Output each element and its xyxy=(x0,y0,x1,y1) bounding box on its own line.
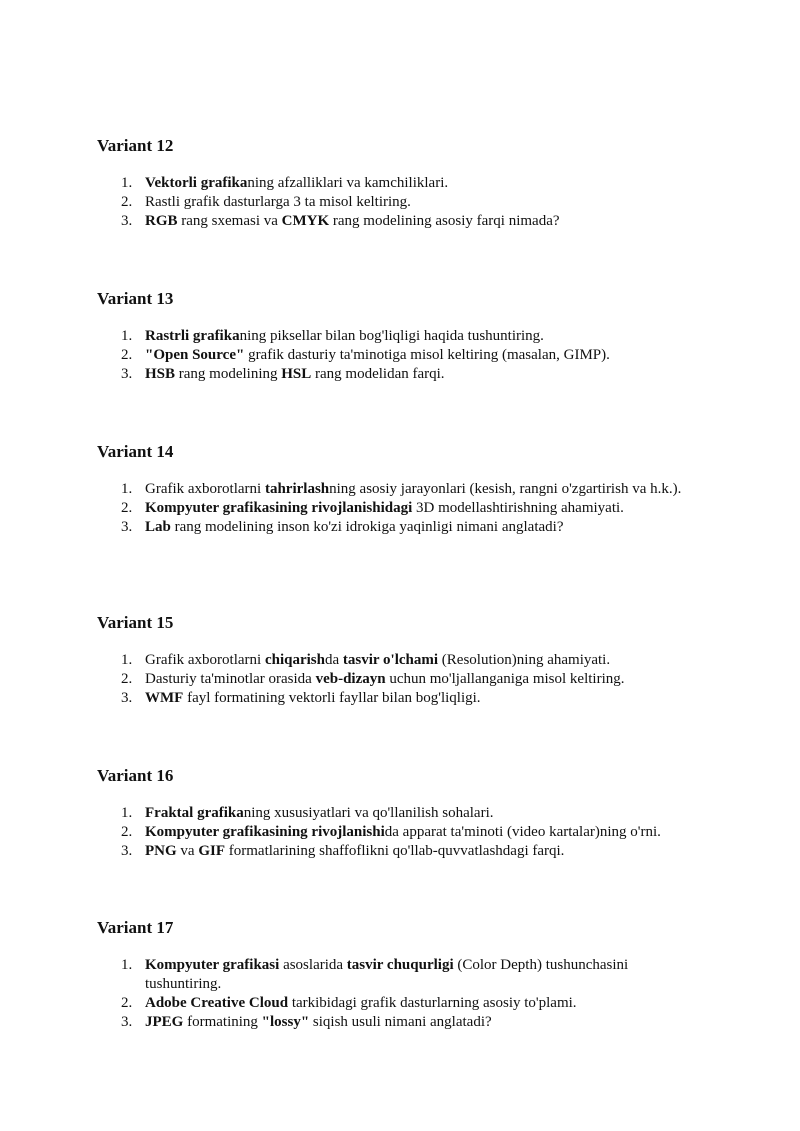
question-list xyxy=(97,651,707,708)
question-text xyxy=(145,194,411,210)
text-run: siqish usuli nimani anglatadi? xyxy=(309,1014,492,1030)
question-number: 3. xyxy=(121,213,133,229)
bold-term: tasvir chuqurligi xyxy=(346,957,454,973)
question-number: 3. xyxy=(121,843,133,859)
text-run: Rastli grafik dasturlarga 3 ta misol keltiring. xyxy=(145,194,411,210)
bold-term: Kompyuter grafikasining rivojlanishi xyxy=(145,824,385,840)
bold-term: PNG xyxy=(145,843,177,859)
text-run: rang modelining xyxy=(175,366,282,382)
question-number: 3. xyxy=(121,519,133,535)
question-number: 3. xyxy=(121,1014,133,1030)
question-item xyxy=(97,842,707,861)
question-number: 3. xyxy=(121,366,133,382)
variant-15-section xyxy=(97,613,707,708)
bold-term: tasvir o'lchami xyxy=(342,652,439,668)
text-run: rang modelining inson ko'zi idrokiga yaqinligi nimani anglatadi? xyxy=(170,519,564,535)
question-list xyxy=(97,174,707,231)
question-text xyxy=(145,652,610,668)
question-text xyxy=(145,481,681,497)
text-run: rang modelidan farqi. xyxy=(311,366,445,382)
text-run: grafik dasturiy ta'minotiga misol keltiring (masalan, GIMP). xyxy=(244,347,610,363)
bold-term: WMF xyxy=(145,690,184,706)
question-text xyxy=(145,366,445,382)
question-item xyxy=(97,651,707,670)
question-text xyxy=(145,1014,492,1030)
question-number: 2. xyxy=(121,194,133,210)
text-run: rang modelining asosiy farqi nimada? xyxy=(329,213,560,229)
question-number: 2. xyxy=(121,347,133,363)
question-number: 1. xyxy=(121,652,133,668)
question-number: 1. xyxy=(121,805,133,821)
question-number: 1. xyxy=(121,957,133,973)
question-text xyxy=(145,824,661,840)
bold-term: "Open Source" xyxy=(145,347,245,363)
text-run: asoslarida xyxy=(279,957,347,973)
variant-14-section xyxy=(97,442,707,537)
question-number: 2. xyxy=(121,500,133,516)
question-list xyxy=(97,480,707,537)
question-item xyxy=(97,823,707,842)
bold-term: Adobe Creative Cloud xyxy=(145,995,289,1011)
bold-term: GIF xyxy=(198,843,226,859)
question-text xyxy=(145,213,560,229)
bold-term: Vektorli grafika xyxy=(145,175,248,191)
bold-term: Lab xyxy=(145,519,171,535)
bold-term: Kompyuter grafikasi xyxy=(145,957,280,973)
question-list xyxy=(97,804,707,861)
question-text xyxy=(145,843,564,859)
variant-12-section xyxy=(97,136,707,231)
question-item xyxy=(97,327,707,346)
variant-heading: Variant 17 xyxy=(97,918,174,937)
text-run: Grafik axborotlarni xyxy=(145,481,265,497)
question-list xyxy=(97,327,707,384)
question-text xyxy=(145,671,625,687)
text-run: (Resolution)ning ahamiyati. xyxy=(438,652,611,668)
question-text xyxy=(145,519,563,535)
text-run: da xyxy=(324,652,343,668)
variant-heading: Variant 15 xyxy=(97,613,174,632)
variant-heading: Variant 12 xyxy=(97,136,174,155)
bold-term: Rastrli grafika xyxy=(145,328,240,344)
text-run: tarkibidagi grafik dasturlarning asosiy to'plami. xyxy=(288,995,577,1011)
text-run: va xyxy=(176,843,199,859)
question-text xyxy=(145,805,494,821)
question-text xyxy=(145,995,577,1011)
question-text xyxy=(145,328,544,344)
question-item xyxy=(97,804,707,823)
question-number: 2. xyxy=(121,824,133,840)
question-list xyxy=(97,956,707,1032)
bold-term: JPEG xyxy=(145,1014,184,1030)
text-run: ning xususiyatlari va qo'llanilish sohalari. xyxy=(243,805,494,821)
question-number: 1. xyxy=(121,328,133,344)
question-text xyxy=(145,347,610,363)
question-item xyxy=(97,670,707,689)
text-run: formatining xyxy=(183,1014,262,1030)
variant-13-section xyxy=(97,289,707,384)
text-run: ning piksellar bilan bog'liqligi haqida tushuntiring. xyxy=(239,328,544,344)
question-text xyxy=(145,500,624,516)
text-run: (Color Depth) tushunchasini tushuntiring. xyxy=(145,957,629,992)
text-run: Dasturiy ta'minotlar orasida xyxy=(145,671,316,687)
question-text xyxy=(145,957,628,992)
question-number: 3. xyxy=(121,690,133,706)
question-item xyxy=(97,365,707,384)
variant-16-section xyxy=(97,766,707,861)
question-item xyxy=(97,212,707,231)
bold-term: HSB xyxy=(145,366,176,382)
question-item xyxy=(97,518,707,537)
bold-term: "lossy" xyxy=(261,1014,310,1030)
question-item xyxy=(97,956,707,994)
bold-term: veb-dizayn xyxy=(315,671,386,687)
text-run: 3D modellashtirishning ahamiyati. xyxy=(412,500,624,516)
question-item xyxy=(97,1013,707,1032)
question-item xyxy=(97,499,707,518)
question-item xyxy=(97,994,707,1013)
bold-term: Fraktal grafika xyxy=(145,805,244,821)
bold-term: Kompyuter grafikasining rivojlanishidagi xyxy=(145,500,413,516)
question-item xyxy=(97,480,707,499)
question-item xyxy=(97,346,707,365)
bold-term: tahrirlash xyxy=(264,481,330,497)
text-run: rang sxemasi va xyxy=(177,213,282,229)
text-run: da apparat ta'minoti (video kartalar)ning o'rni. xyxy=(384,824,661,840)
text-run: ning afzalliklari va kamchiliklari. xyxy=(247,175,449,191)
text-run: fayl formatining vektorli fayllar bilan bog'liqligi. xyxy=(183,690,481,706)
bold-term: CMYK xyxy=(281,213,330,229)
question-number: 2. xyxy=(121,671,133,687)
text-run: formatlarining shaffoflikni qo'llab-quvvatlashdagi farqi. xyxy=(225,843,565,859)
question-number: 1. xyxy=(121,175,133,191)
text-run: Grafik axborotlarni xyxy=(145,652,265,668)
question-number: 2. xyxy=(121,995,133,1011)
variant-heading: Variant 14 xyxy=(97,442,174,461)
question-item xyxy=(97,689,707,708)
question-text xyxy=(145,690,481,706)
bold-term: RGB xyxy=(145,213,178,229)
text-run: ning asosiy jarayonlari (kesish, rangni o'zgartirish va h.k.). xyxy=(329,481,682,497)
variant-17-section xyxy=(97,918,707,1032)
bold-term: chiqarish xyxy=(264,652,325,668)
question-item xyxy=(97,174,707,193)
question-text xyxy=(145,175,448,191)
variant-heading: Variant 13 xyxy=(97,289,174,308)
bold-term: HSL xyxy=(281,366,312,382)
variant-heading: Variant 16 xyxy=(97,766,174,785)
question-number: 1. xyxy=(121,481,133,497)
text-run: uchun mo'ljallanganiga misol keltiring. xyxy=(385,671,625,687)
question-item xyxy=(97,193,707,212)
